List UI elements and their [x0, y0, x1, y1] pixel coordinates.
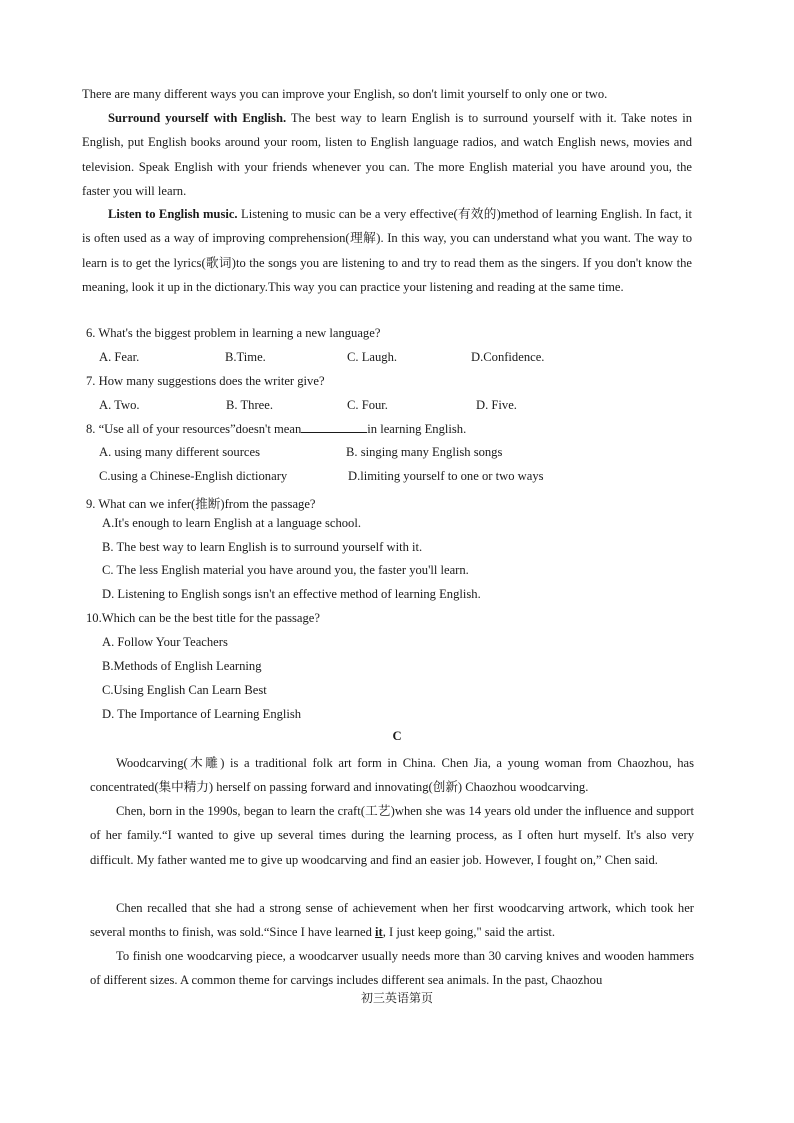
q6-option-a: A. Fear.	[99, 350, 140, 364]
q8-option-c: C.using a Chinese-English dictionary	[99, 469, 288, 483]
q10-option-c: C.Using English Can Learn Best	[102, 683, 267, 697]
q7-option-b: B. Three.	[226, 398, 273, 412]
question-10-stem: 10.Which can be the best title for the passage?	[86, 611, 320, 625]
paragraph-text: Chen recalled that she had a strong sense of achievement when her first woodcarving artwork, which took her several months to finish, was sold.“Since I have learned	[90, 901, 694, 940]
section-c-paragraph-1: Woodcarving(木雕) is a traditional folk art form in China. Chen Jia, a young woman from Chaozhou, has concentrated(集中精力) herself on passing forward and innovating(创新) Chaozhou woodcarving.	[90, 756, 694, 795]
q9-option-b: B. The best way to learn English is to surround yourself with it.	[102, 540, 423, 554]
q10-option-a: A. Follow Your Teachers	[102, 635, 228, 649]
question-9-stem: 9. What can we infer(推断)from the passage?	[86, 497, 316, 511]
q7-option-c: C. Four.	[347, 398, 388, 412]
section-c-paragraph-3	[90, 896, 694, 945]
q6-option-c: C. Laugh.	[347, 350, 398, 364]
section-c-paragraph-2: Chen, born in the 1990s, began to learn the craft(工艺)when she was 14 years old under the influence and support of her family.“I wanted to give up several times during the learning process, as I often hurt myself. It's also very difficult. My father wanted me to give up woodcarving and find an easier job. However, I fought on,” Chen said.	[90, 804, 694, 867]
q9-option-d: D. Listening to English songs isn't an effective method of learning English.	[102, 587, 481, 601]
paragraph-text: Listening to music can be a very effective(有效的)method of learning English. In fact, it is often used as a way of improving comprehension(理解). In this way, you can understand what you want. The way to learn is to get the lyrics(歌词)to the songs you are listening to and try to read them as the singers. If you don't know the meaning, look it up in the dictionary.This way you can practice your listening and reading at the same time.	[82, 207, 692, 294]
q8-option-a: A. using many different sources	[99, 445, 261, 459]
intro-paragraph: There are many different ways you can improve your English, so don't limit yourself to only one or two.	[82, 87, 608, 101]
q8-stem-before: 8. “Use all of your resources”doesn't mean	[86, 422, 302, 436]
section-c-paragraph-4: To finish one woodcarving piece, a woodcarver usually needs more than 30 carving knives and wooden hammers of different sizes. A common theme for carvings includes different sea animals. In the past, Chaozhou	[90, 949, 694, 988]
paragraph-heading: Listen to English music.	[108, 207, 238, 221]
q7-option-a: A. Two.	[99, 398, 140, 412]
underlined-word: it	[375, 925, 383, 940]
q9-option-a: A.It's enough to learn English at a language school.	[102, 516, 361, 530]
question-7-stem: 7. How many suggestions does the writer give?	[86, 374, 325, 388]
answer-blank	[301, 421, 367, 433]
q8-option-b: B. singing many English songs	[346, 445, 503, 459]
paragraph-text: , I just keep going," said the artist.	[382, 925, 556, 940]
paragraph-music	[82, 202, 692, 299]
q10-option-d: D. The Importance of Learning English	[102, 707, 302, 721]
q6-option-d: D.Confidence.	[471, 350, 545, 364]
question-8-stem	[86, 421, 466, 437]
paragraph-text: The best way to learn English is to surround yourself with it. Take notes in English, put English books around your room, listen to English language radios, and watch English news, movies and television. Speak English with your friends whenever you can. The more English material you have around you, the faster you will learn.	[82, 111, 692, 198]
section-c-heading: C	[392, 729, 402, 743]
q8-option-d: D.limiting yourself to one or two ways	[348, 469, 544, 483]
q10-option-b: B.Methods of English Learning	[102, 659, 262, 673]
q6-option-b: B.Time.	[225, 350, 266, 364]
paragraph-surround	[82, 106, 692, 203]
question-6-stem: 6. What's the biggest problem in learning a new language?	[86, 326, 381, 340]
q8-stem-after: in learning English.	[367, 422, 467, 436]
page-footer: 初三英语第页	[360, 991, 433, 1005]
paragraph-heading: Surround yourself with English.	[108, 111, 287, 125]
q9-option-c: C. The less English material you have around you, the faster you'll learn.	[102, 563, 469, 577]
q7-option-d: D. Five.	[476, 398, 517, 412]
